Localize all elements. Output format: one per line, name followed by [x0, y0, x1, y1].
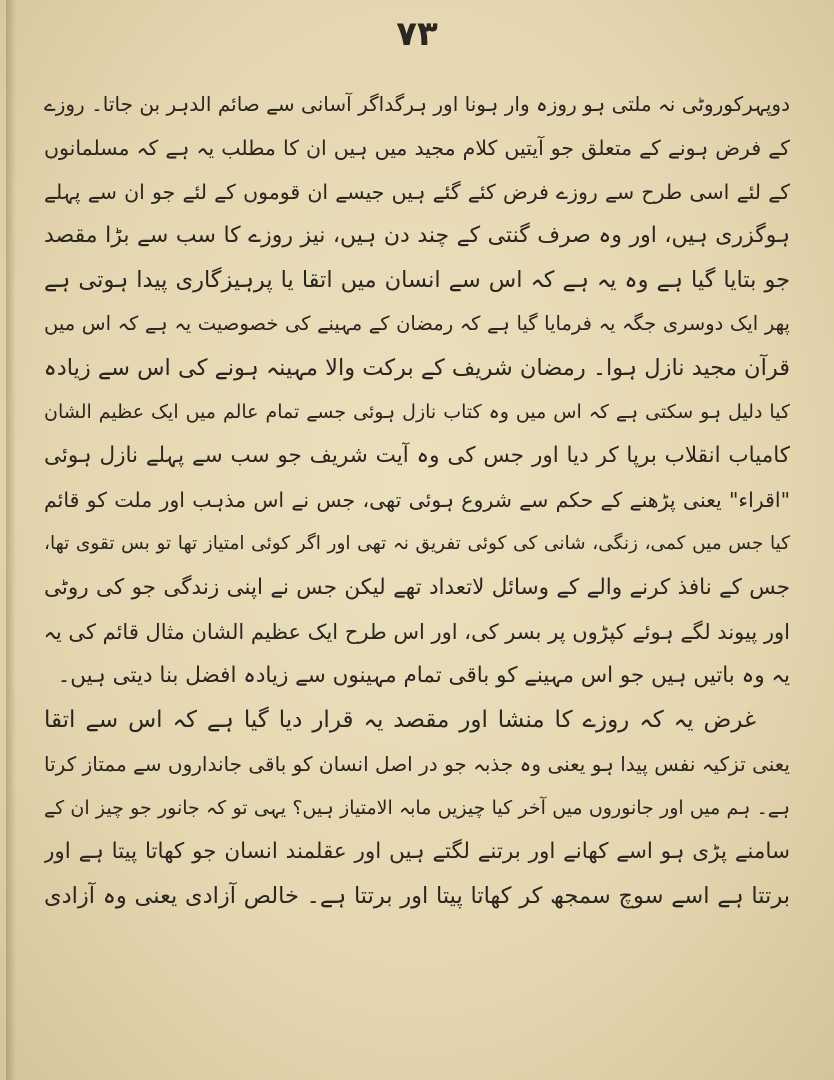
body-text	[44, 82, 790, 918]
text-line: کیا جس میں کمی، زنگی، شانی کی کوئی تفریق نہ تھی اور اگر کوئی امتیاز تھا تو بس تقوی تھا،	[44, 533, 790, 554]
text-line: دوپہرکوروٹی نہ ملتی ہو روزہ وار ہونا اور ہرگداگر آسانی سے صائم الدہر بن جاتا۔ روزے	[44, 92, 790, 116]
text-line: جو بتایا گیا ہے وہ یہ ہے کہ اس سے انسان میں اتقا یا پرہیزگاری پیدا ہوتی ہے	[44, 267, 790, 293]
text-line: سامنے پڑی ہو اسے کھانے اور برتنے لگتے ہیں اور عقلمند انسان جو کھاتا پیتا ہے اور	[44, 839, 790, 864]
text-line: کامیاب انقلاب برپا کر دیا اور جس کی وہ آیت شریف جو سب سے پہلے نازل ہوئی	[44, 443, 790, 468]
text-line: جس کے نافذ کرنے والے کے وسائل لاتعداد تھے لیکن جس نے اپنی زندگی جو کی روٹی	[44, 575, 790, 600]
text-line: پھر ایک دوسری جگہ یہ فرمایا گیا ہے کہ رمضان کے مہینے کی خصوصیت یہ ہے کہ اس میں	[44, 312, 790, 335]
text-line: یعنی تزکیہ نفس پیدا ہو یعنی وہ جذبہ جو در اصل انسان کو باقی جانداروں سے ممتاز کرتا	[44, 752, 790, 776]
page-number: ٧٣	[396, 14, 438, 54]
text-line: کے لئے اسی طرح سے روزے فرض کئے گئے ہیں جیسے ان قوموں کے لئے جو ان سے پہلے	[44, 180, 790, 204]
text-line: قرآن مجید نازل ہوا۔ رمضان شریف کے برکت والا مہینہ ہونے کی اس سے زیادہ	[44, 355, 790, 381]
text-line: کے فرض ہونے کے متعلق جو آیتیں کلام مجید میں ہیں ان کا مطلب یہ ہے کہ مسلمانوں	[44, 136, 790, 160]
text-line: برتتا ہے اسے سوچ سمجھ کر کھاتا پیتا اور برتتا ہے۔ خالص آزادی یعنی وہ آزادی	[44, 883, 790, 909]
paragraph-end-line: یہ وہ باتیں ہیں جو اس مہینے کو باقی تمام مہینوں سے زیادہ افضل بنا دیتی ہیں۔	[57, 663, 790, 688]
text-line: کیا دلیل ہو سکتی ہے کہ اس میں وہ کتاب نازل ہوئی جسے تمام عالم میں ایک عظیم الشان	[44, 401, 790, 423]
text-line: "اقراء" یعنی پڑھنے کے حکم سے شروع ہوئی تھی، جس نے اس مذہب اور ملت کو قائم	[44, 488, 790, 512]
text-line: ہوگزری ہیں، اور وہ صرف گنتی کے چند دن ہیں، نیز روزے کا سب سے بڑا مقصد	[44, 223, 790, 248]
text-line: ہے۔ ہم میں اور جانوروں میں آخر کیا چیزیں مابہ الامتیاز ہیں؟ یہی تو کہ جانور جو چیز ان کے	[44, 797, 790, 819]
text-line: اور پیوند لگے ہوئے کپڑوں پر بسر کی، اور اس طرح ایک عظیم الشان مثال قائم کی یہ	[44, 620, 790, 644]
paragraph-start-line: غرض یہ کہ روزے کا منشا اور مقصد یہ قرار دیا گیا ہے کہ اس سے اتقا	[44, 707, 756, 733]
